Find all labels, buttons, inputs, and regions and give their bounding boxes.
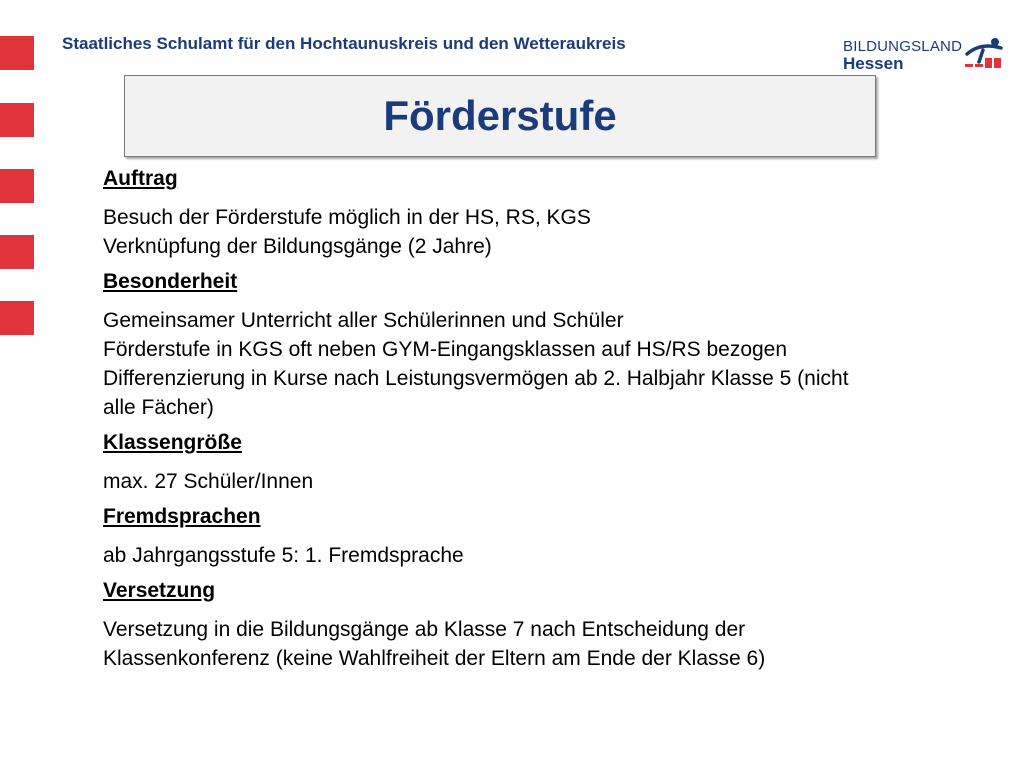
section-body: [103, 541, 983, 570]
figure-leaping-icon: [961, 36, 1005, 70]
section-body: [103, 203, 983, 261]
red-decor-block-5: [0, 301, 34, 335]
body-line: Gemeinsamer Unterricht aller Schülerinnen und Schüler: [103, 309, 624, 332]
body-line: Versetzung in die Bildungsgänge ab Klasse 7 nach Entscheidung der: [103, 618, 746, 641]
slide-title-box: [124, 75, 876, 157]
section-body: [103, 306, 983, 422]
body-line: alle Fächer): [103, 396, 214, 419]
section-heading: Klassengröße: [103, 431, 242, 454]
section-versetzung: [103, 578, 983, 673]
red-decor-block-2: [0, 103, 34, 137]
body-line: max. 27 Schüler/Innen: [103, 470, 314, 493]
section-besonderheit: [103, 269, 983, 422]
section-auftrag: [103, 166, 983, 261]
red-decor-block-4: [0, 235, 34, 269]
section-body: [103, 615, 983, 673]
body-line: ab Jahrgangsstufe 5: 1. Fremdsprache: [103, 544, 464, 567]
slide-title: Förderstufe: [383, 92, 617, 139]
section-heading: Versetzung: [103, 579, 216, 602]
body-line: Differenzierung in Kurse nach Leistungsvermögen ab 2. Halbjahr Klasse 5 (nicht: [103, 367, 849, 390]
logo-line1: BILDUNGSLAND: [843, 38, 963, 55]
body-line: Verknüpfung der Bildungsgänge (2 Jahre): [103, 235, 492, 258]
body-line: Förderstufe in KGS oft neben GYM-Eingangsklassen auf HS/RS bezogen: [103, 338, 788, 361]
body-line: Besuch der Förderstufe möglich in der HS, RS, KGS: [103, 206, 591, 229]
section-heading: Besonderheit: [103, 270, 238, 293]
section-fremdsprachen: [103, 504, 983, 570]
section-heading: Auftrag: [103, 167, 178, 190]
logo-line2: Hessen: [843, 54, 904, 73]
slide-content: [103, 166, 983, 681]
red-decor-block-1: [0, 36, 34, 70]
body-line: Klassenkonferenz (keine Wahlfreiheit der Eltern am Ende der Klasse 6): [103, 647, 766, 670]
header-title: Staatliches Schulamt für den Hochtaunuskreis und den Wetteraukreis: [62, 34, 626, 53]
section-body: [103, 467, 983, 496]
bildungsland-hessen-logo: [843, 36, 1008, 76]
red-decor-block-3: [0, 169, 34, 203]
section-klassengroesse: [103, 430, 983, 496]
section-heading: Fremdsprachen: [103, 505, 261, 528]
